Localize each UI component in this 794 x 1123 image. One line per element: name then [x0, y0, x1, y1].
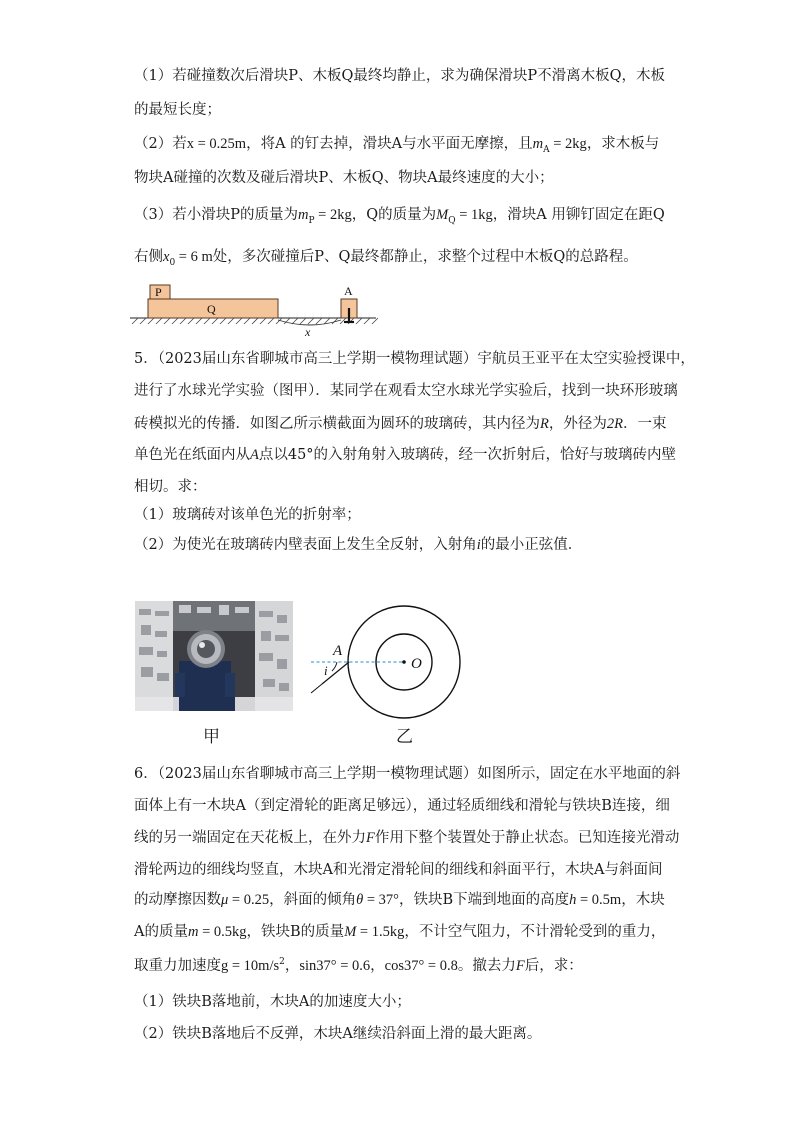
q5-line3: 砖模拟光的传播．如图乙所示横截面为圆环的玻璃砖，其内径为R，外径为2R．一束 — [134, 416, 667, 432]
space-station-photo — [135, 601, 293, 711]
label-A: A — [344, 284, 353, 298]
q5-sub1: （1）玻璃砖对该单色光的折射率； — [134, 507, 361, 523]
label-P: P — [155, 285, 162, 299]
q4-part3-line1: （3）若小滑块P的质量为$m_P = 2kg$，Q的质量为$M_Q = 1kg$，滑块A 用铆钉固定在距Q — [134, 207, 665, 226]
label-x: x — [305, 325, 311, 338]
q4-part1-line2: 的最短长度； — [134, 102, 221, 118]
caption-jia: 甲 — [203, 727, 220, 747]
q5-sub2: （2）为使光在玻璃砖内壁表面上发生全反射，入射角i的最小正弦值． — [134, 537, 583, 553]
q4-part3-line2: 右侧$x_0 = 6$ m处，多次碰撞后P、Q最终都静止，求整个过程中木板Q的总路程。 — [134, 249, 638, 268]
q6-sub2: （2）铁块B落地后不反弹，木块A继续沿斜面上滑的最大距离。 — [134, 1026, 542, 1042]
q6-line5: 的动摩擦因数μ = 0.25，斜面的倾角θ = 37°，铁块B下端到地面的高度h = 0.5m，木块 — [134, 892, 665, 908]
incident-ray-tail — [311, 684, 322, 693]
q6-sub1: （1）铁块B落地前，木块A的加速度大小； — [134, 994, 411, 1010]
q4-part1-line1: （1）若碰撞数次后滑块P、木板Q最终均静止，求为确保滑块P不滑离木板Q，木板 — [134, 68, 666, 84]
q6-line3: 线的另一端固定在天花板上，在外力F作用下整个装置处于静止状态。已知连接光滑动 — [134, 830, 680, 846]
q4-part2-line2: 物块A碰撞的次数及碰后滑块P、木板Q、物块A最终速度的大小； — [134, 170, 554, 186]
q4-block-figure — [128, 282, 380, 338]
q5-line1: 5．（2023届山东省聊城市高三上学期一模物理试题）宇航员王亚平在太空实验授课中， — [134, 351, 695, 367]
q5-line4: 单色光在纸面内从A点以45°的入射角射入玻璃砖，经一次折射后，恰好与玻璃砖内壁 — [134, 447, 677, 463]
q6-line2: 面体上有一木块A（到定滑轮的距离足够远），通过轻质细线和滑轮与铁块B连接，细 — [134, 798, 670, 814]
q4-part2-line1: （2）若x = 0.25m，将A 的钉去掉，滑块A与水平面无摩擦，且$m_A = 2kg$，求木板与 — [134, 136, 660, 155]
q5-line2: 进行了水球光学实验（图甲）．某同学在观看太空水球光学实验后，找到一块环形玻璃 — [134, 383, 678, 399]
q6-line7: 取重力加速度$g = 10m/s^2$，sin37° = 0.6，cos37° = 0.8。撤去力F后，求： — [134, 957, 583, 974]
q6-line4: 滑轮两边的细线均竖直，木块A和光滑定滑轮间的细线和斜面平行，木块A与斜面间 — [134, 862, 663, 878]
point-A-label: A — [333, 643, 343, 659]
q6-line6: A的质量m = 0.5kg，铁块B的质量M = 1.5kg，不计空气阻力，不计滑轮受到的重力， — [134, 924, 666, 940]
q6-line1: 6．（2023届山东省聊城市高三上学期一模物理试题）如图所示，固定在水平地面的斜 — [134, 766, 681, 782]
center-O-label: O — [411, 656, 422, 672]
label-Q: Q — [207, 302, 216, 316]
angle-i-label: i — [324, 663, 328, 678]
glass-ring-diagram — [293, 596, 465, 720]
q5-line5: 相切。求： — [134, 479, 207, 495]
caption-yi: 乙 — [396, 727, 413, 747]
